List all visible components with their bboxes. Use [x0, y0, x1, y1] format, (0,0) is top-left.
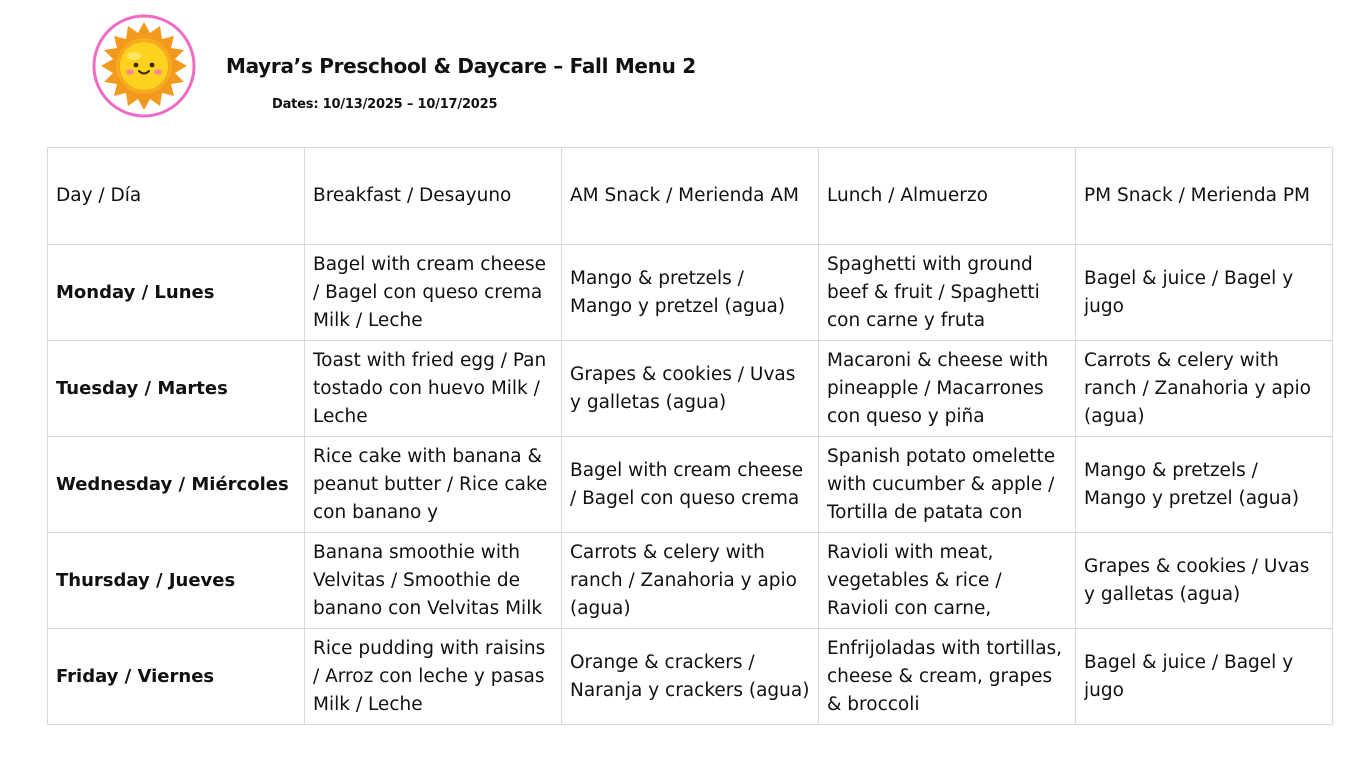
am-snack-text: Mango & pretzels / Mango y pretzel (agua) — [570, 267, 786, 317]
column-header-lunch: Lunch / Almuerzo — [819, 148, 1076, 245]
pm-snack-cell — [1076, 437, 1333, 533]
lunch-cell — [819, 437, 1076, 533]
table-row — [48, 245, 1333, 341]
lunch-text: Macaroni & cheese with pineapple / Macarrones con queso y piña — [827, 349, 1049, 427]
lunch-text: Spaghetti with ground beef & fruit / Spaghetti con carne y fruta — [827, 253, 1040, 331]
pm-snack-cell — [1076, 533, 1333, 629]
pm-snack-cell — [1076, 341, 1333, 437]
day-cell: Thursday / Jueves — [48, 533, 305, 629]
day-cell: Friday / Viernes — [48, 629, 305, 725]
breakfast-text: Rice cake with banana & peanut butter / Rice cake con banano y — [313, 445, 548, 523]
breakfast-text: Bagel with cream cheese / Bagel con queso crema Milk / Leche — [313, 253, 546, 331]
breakfast-cell — [305, 341, 562, 437]
pm-snack-text: Bagel & juice / Bagel y jugo — [1084, 267, 1294, 317]
breakfast-cell — [305, 245, 562, 341]
day-cell: Tuesday / Martes — [48, 341, 305, 437]
lunch-cell — [819, 341, 1076, 437]
column-header-breakfast: Breakfast / Desayuno — [305, 148, 562, 245]
lunch-cell — [819, 629, 1076, 725]
am-snack-text: Grapes & cookies / Uvas y galletas (agua) — [570, 363, 796, 413]
lunch-text: Spanish potato omelette with cucumber & apple / Tortilla de patata con — [827, 445, 1056, 523]
column-header-day: Day / Día — [48, 148, 305, 245]
lunch-cell — [819, 245, 1076, 341]
breakfast-text: Rice pudding with raisins / Arroz con leche y pasas Milk / Leche — [313, 637, 546, 715]
breakfast-cell — [305, 437, 562, 533]
table-header-row — [48, 148, 1333, 245]
pm-snack-text: Mango & pretzels / Mango y pretzel (agua) — [1084, 459, 1300, 509]
breakfast-text: Toast with fried egg / Pan tostado con huevo Milk / Leche — [313, 349, 547, 427]
smiling-sun-icon — [92, 14, 196, 118]
table-row — [48, 437, 1333, 533]
table-row — [48, 341, 1333, 437]
column-header-pm-snack: PM Snack / Merienda PM — [1076, 148, 1333, 245]
pm-snack-text: Carrots & celery with ranch / Zanahoria y apio (agua) — [1084, 349, 1312, 427]
breakfast-cell — [305, 533, 562, 629]
lunch-text: Enfrijoladas with tortillas, cheese & cream, grapes & broccoli — [827, 637, 1063, 715]
am-snack-cell — [562, 437, 819, 533]
pm-snack-text: Bagel & juice / Bagel y jugo — [1084, 651, 1294, 701]
am-snack-cell — [562, 245, 819, 341]
menu-table — [47, 147, 1333, 725]
am-snack-text: Carrots & celery with ranch / Zanahoria y apio (agua) — [570, 541, 798, 619]
am-snack-text: Orange & crackers / Naranja y crackers (agua) — [570, 651, 810, 701]
am-snack-cell — [562, 533, 819, 629]
pm-snack-text: Grapes & cookies / Uvas y galletas (agua) — [1084, 555, 1310, 605]
menu-dates: Dates: 10/13/2025 – 10/17/2025 — [272, 97, 498, 112]
breakfast-text: Banana smoothie with Velvitas / Smoothie de banano con Velvitas Milk — [313, 541, 543, 619]
table-row — [48, 629, 1333, 725]
day-cell: Wednesday / Miércoles — [48, 437, 305, 533]
breakfast-cell — [305, 629, 562, 725]
table-row — [48, 533, 1333, 629]
day-cell: Monday / Lunes — [48, 245, 305, 341]
pm-snack-cell — [1076, 245, 1333, 341]
am-snack-cell — [562, 629, 819, 725]
lunch-text: Ravioli with meat, vegetables & rice / Ravioli con carne, — [827, 541, 1002, 619]
column-header-am-snack: AM Snack / Merienda AM — [562, 148, 819, 245]
pm-snack-cell — [1076, 629, 1333, 725]
lunch-cell — [819, 533, 1076, 629]
am-snack-cell — [562, 341, 819, 437]
am-snack-text: Bagel with cream cheese / Bagel con queso crema — [570, 459, 803, 509]
menu-title: Mayra’s Preschool & Daycare – Fall Menu 2 — [226, 54, 696, 78]
